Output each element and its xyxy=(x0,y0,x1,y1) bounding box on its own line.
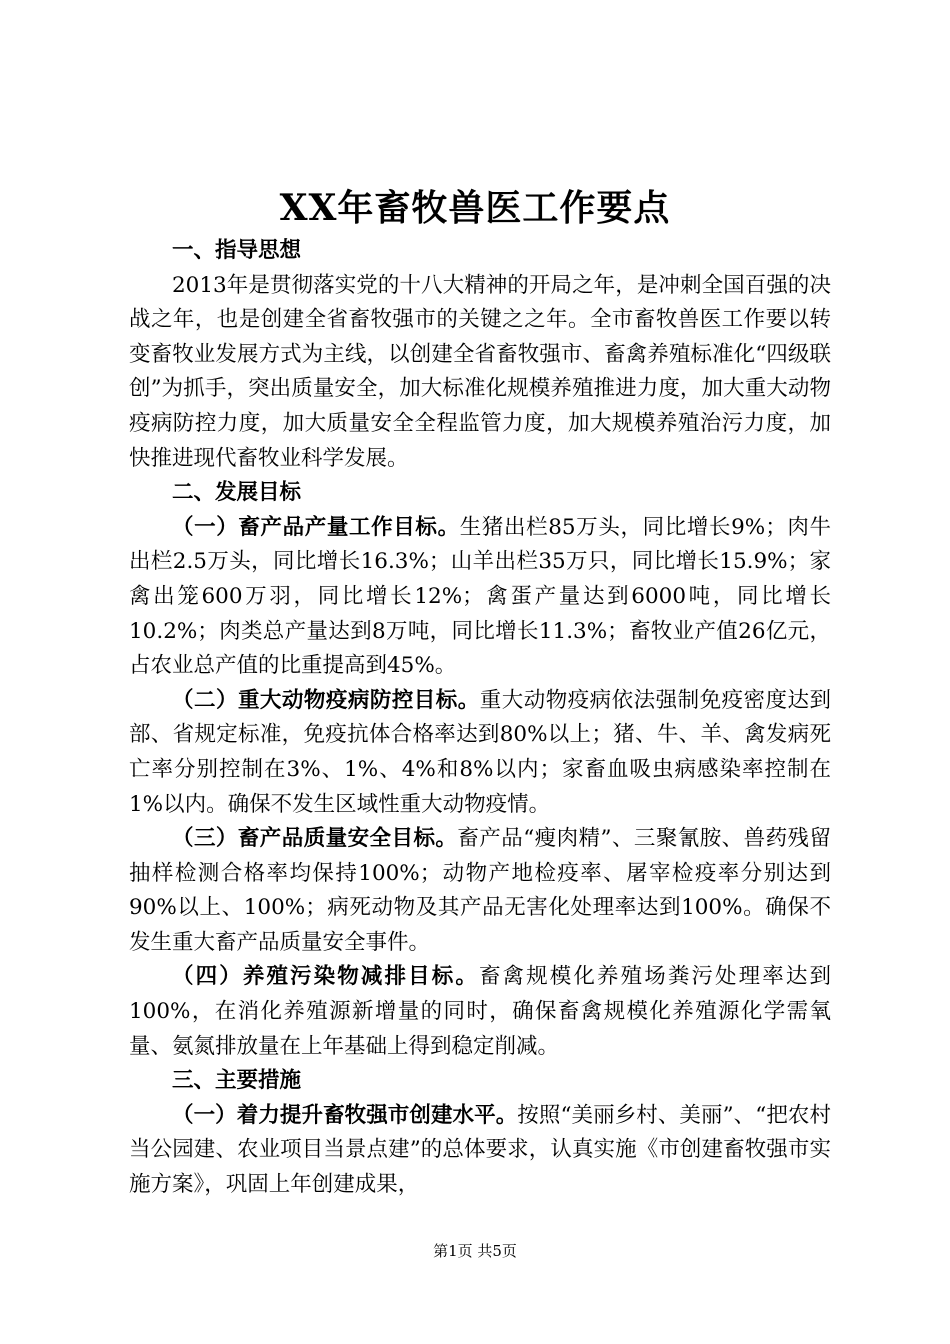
page-footer: 第1页 共5页 xyxy=(433,1242,517,1260)
section-heading: 一、指导思想 xyxy=(172,238,302,263)
paragraph xyxy=(129,960,831,1064)
section-heading: 二、发展目标 xyxy=(172,480,302,506)
paragraph-text: 畜禽规模化养殖场粪污处理率达到100%，在消化养殖源新增量的同时，确保畜禽规模化养殖源化学需氧量、氨氮排放量在上年基础上得到稳定削减。 xyxy=(129,964,831,1059)
paragraph-text: 按照“美丽乡村、美丽”、“把农村当公园建、农业项目当景点建”的总体要求，认真实施《市创建畜牧强市实施方案》，巩固上年创建成果， xyxy=(129,1102,831,1198)
paragraph-lead: （一）畜产品产量工作目标。 xyxy=(172,514,460,540)
section-heading: 三、主要措施 xyxy=(172,1068,302,1094)
document-body xyxy=(129,234,831,1203)
paragraph-text: 重大动物疫病依法强制免疫密度达到部、省规定标准，免疫抗体合格率达到80%以上；猪、牛、羊、禽发病死亡率分别控制在3%、1%、4%和8%以内；家畜血吸虫病感染率控制在1%以内。确保不发生区域性重大动物疫情。 xyxy=(129,687,831,817)
paragraph-text: 2013年是贯彻落实党的十八大精神的开局之年，是冲刺全国百强的决战之年，也是创建全省畜牧强市的关键之之年。全市畜牧兽医工作要以转变畜牧业发展方式为主线，以创建全省畜牧强市、畜禽养殖标准化“四级联创”为抓手，突出质量安全，加大标准化规模养殖推进力度，加大重大动物疫病防控力度，加大质量安全全程监管力度，加大规模养殖治污力度，加快推进现代畜牧业科学发展。 xyxy=(129,272,831,471)
paragraph-lead: （一）着力提升畜牧强市创建水平。 xyxy=(172,1102,518,1128)
document-title: XX年畜牧兽医工作要点 xyxy=(279,187,671,229)
paragraph-lead: （四）养殖污染物减排目标。 xyxy=(172,964,479,990)
paragraph xyxy=(129,1099,831,1203)
paragraph-text: 生猪出栏85万头，同比增长9%；肉牛出栏2.5万头，同比增长16.3%；山羊出栏35万只，同比增长15.9%；家禽出笼600万羽，同比增长12%；禽蛋产量达到6000吨，同比增长10.2%；肉类总产量达到8万吨，同比增长11.3%；畜牧业产值26亿元，占农业总产值的比重提高到45%。 xyxy=(129,514,831,679)
paragraph xyxy=(129,511,831,684)
paragraph xyxy=(129,822,831,960)
paragraph xyxy=(129,684,831,822)
paragraph-text: 畜产品“瘦肉精”、三聚氰胺、兽药残留抽样检测合格率均保持100%；动物产地检疫率、屠宰检疫率分别达到90%以上、100%；病死动物及其产品无害化处理率达到100%。确保不发生重大畜产品质量安全事件。 xyxy=(129,826,831,955)
paragraph-lead: （二）重大动物疫病防控目标。 xyxy=(172,687,480,713)
paragraph xyxy=(129,269,831,477)
paragraph-lead: （三）畜产品质量安全目标。 xyxy=(172,826,458,852)
